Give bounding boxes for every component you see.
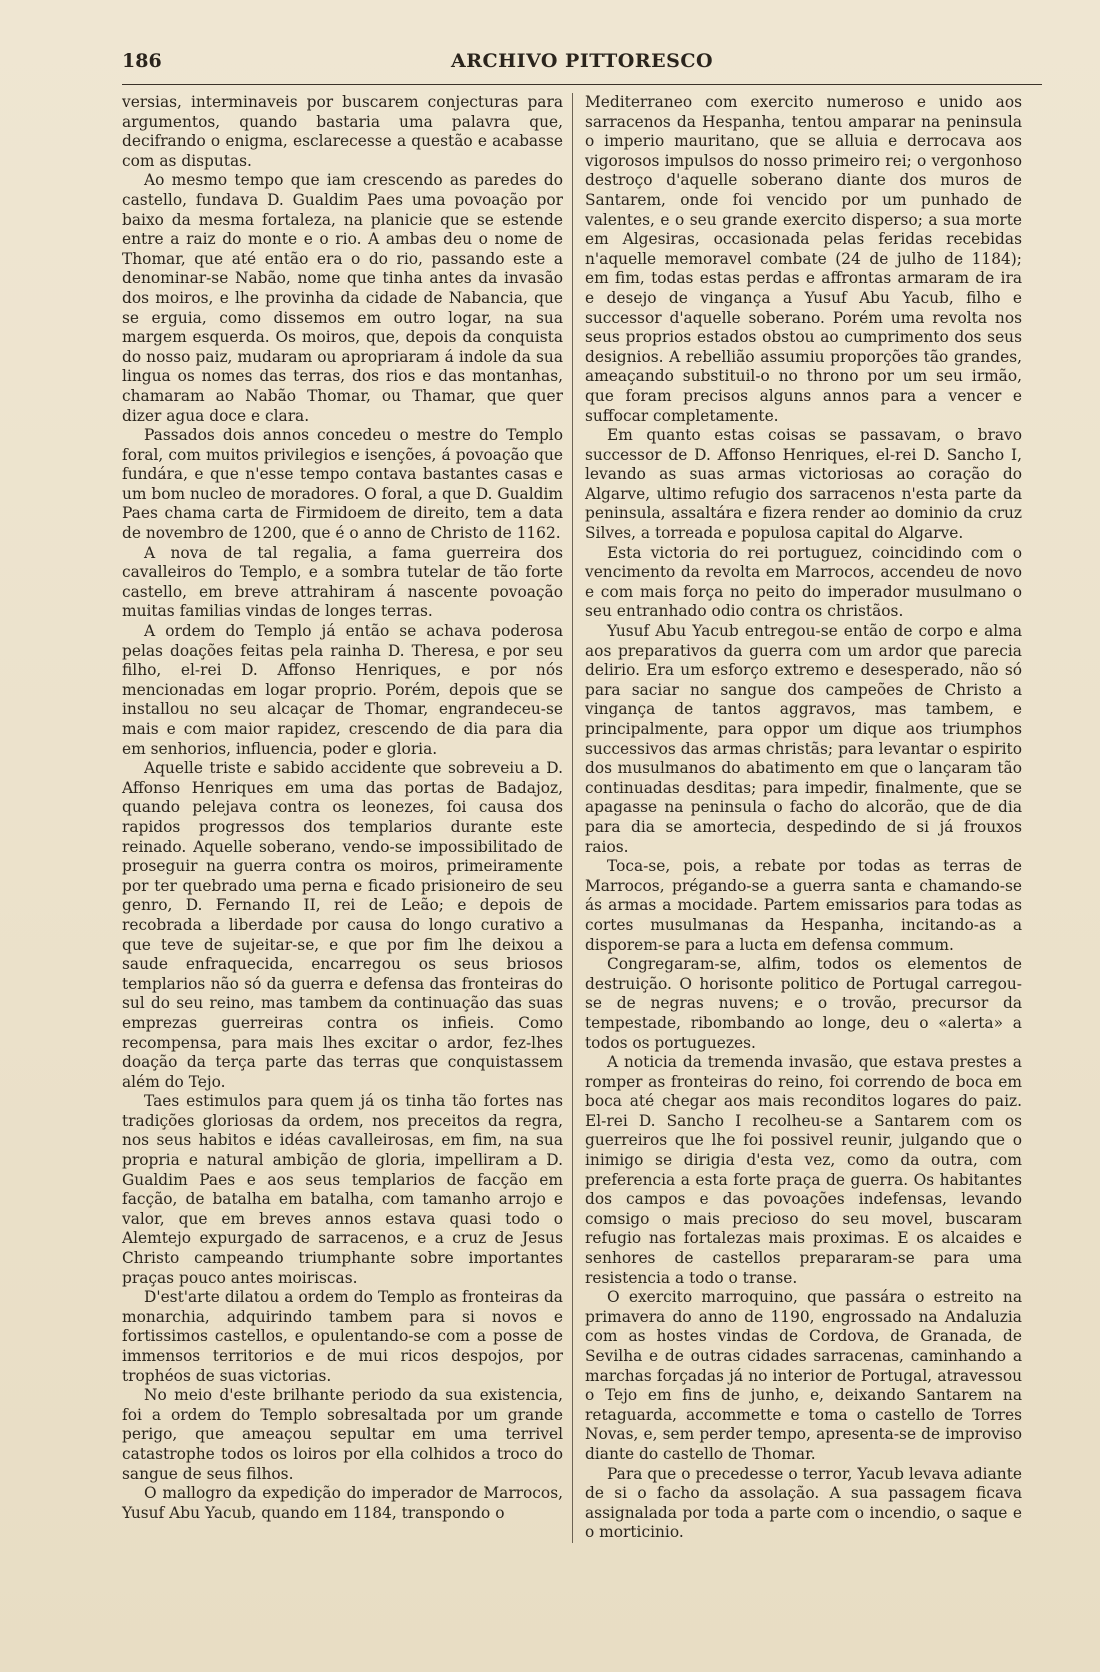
paragraph: versias, interminaveis por buscarem conjecturas para argumentos, quando bastaria uma palavra que, decifrando o enigma, esclarecesse a questão e acabasse com as disputas.	[122, 93, 563, 170]
paragraph: Para que o precedesse o terror, Yacub levava adiante de si o facho da assolação. A sua passagem ficava assignalada por toda a parte com o incendio, o saque e o morticinio.	[585, 1464, 1022, 1542]
paragraph: Em quanto estas coisas se passavam, o bravo successor de D. Affonso Henriques, el-rei D. Sancho I, levando as suas armas victoriosas ao coração do Algarve, ultimo refugio dos sarracenos n'esta parte da peninsula, assaltára e fizera render ao dominio da cruz Silves, a torreada e populosa capital do Algarve.	[585, 426, 1022, 543]
paragraph: No meio d'este brilhante periodo da sua existencia, foi a ordem do Templo sobresaltada por um grande perigo, que ameaçou sepultar em uma terrivel catastrophe todos os loiros por ella colhidos a troco do sangue de seus filhos.	[122, 1386, 563, 1483]
paragraph: Ao mesmo tempo que iam crescendo as paredes do castello, fundava D. Gualdim Paes uma povoação por baixo da mesma fortaleza, na planicie que se estende entre a raiz do monte e o rio. A ambas deu o nome de Thomar, que até então era o do rio, passando este a denominar-se Nabão, nome que tinha antes da invasão dos moiros, e lhe provinha da cidade de Nabancia, que se erguia, como dissemos em outro logar, na sua margem esquerda. Os moiros, que, depois da conquista do nosso paiz, mudaram ou apropriaram á indole da sua lingua os nomes das terras, dos rios e das montanhas, chamaram ao Nabão Thomar, ou Thamar, que quer dizer agua doce e clara.	[122, 171, 563, 425]
paragraph: O mallogro da expedição do imperador de Marrocos, Yusuf Abu Yacub, quando em 1184, transpondo o	[122, 1484, 563, 1522]
page-header	[122, 50, 1042, 85]
page-number: 186	[122, 50, 162, 72]
paragraph: O exercito marroquino, que passára o estreito na primavera do anno de 1190, engrossado na Andaluzia com as hostes vindas de Cordova, de Granada, de Sevilha e de outras cidades sarracenas, caminhando a marchas forçadas já no interior de Portugal, atravessou o Tejo em fins de junho, e, deixando Santarem na retaguarda, accommette e toma o castello de Torres Novas, e, sem perder tempo, apresenta-se de improviso diante do castello de Thomar.	[585, 1288, 1022, 1463]
paragraph: A ordem do Templo já então se achava poderosa pelas doações feitas pela rainha D. Theresa, e por seu filho, el-rei D. Affonso Henriques, e por nós mencionadas em logar proprio. Porém, depois que se installou no seu alcaçar de Thomar, engrandeceu-se mais e com maior rapidez, crescendo de dia para dia em senhorios, influencia, poder e gloria.	[122, 622, 563, 758]
paragraph: Passados dois annos concedeu o mestre do Templo foral, com muitos privilegios e isenções, á povoação que fundára, e que n'esse tempo contava bastantes casas e um bom nucleo de moradores. O foral, a que D. Gualdim Paes chama carta de Firmidoem de direito, tem a data de novembro de 1200, que é o anno de Christo de 1162.	[122, 426, 563, 543]
paragraph: Taes estimulos para quem já os tinha tão fortes nas tradições gloriosas da ordem, nos preceitos da regra, nos seus habitos e idéas cavalleirosas, em fim, na sua propria e natural ambição de gloria, impelliram a D. Gualdim Paes e aos seus templarios de facção em facção, de batalha em batalha, com tamanho arrojo e valor, que em breves annos estava quasi todo o Alemtejo expurgado de sarracenos, e a cruz de Jesus Christo campeando triumphante sobre importantes praças pouco antes moiriscas.	[122, 1092, 563, 1287]
paragraph: Congregaram-se, alfim, todos os elementos de destruição. O horisonte politico de Portugal carregou-se de negras nuvens; e o trovão, precursor da tempestade, ribombando ao longe, deu o «alerta» a todos os portuguezes.	[585, 955, 1022, 1052]
running-title: ARCHIVO PITTORESCO	[450, 50, 714, 72]
paragraph: A nova de tal regalia, a fama guerreira dos cavalleiros do Templo, e a sombra tutelar de tão forte castello, em breve attrahiram á nascente povoação muitas familias vindas de longes terras.	[122, 543, 563, 621]
paragraph: D'est'arte dilatou a ordem do Templo as fronteiras da monarchia, adquirindo tambem para si novos e fortissimos castellos, e opulentando-se com a posse de immensos territorios e de mui ricos despojos, por trophéos de suas victorias.	[122, 1288, 563, 1385]
paragraph: Yusuf Abu Yacub entregou-se então de corpo e alma aos preparativos da guerra com um ardor que parecia delirio. Era um esforço extremo e desesperado, não só para saciar no sangue dos campeões de Christo a vingança de tantos aggravos, mas tambem, e principalmente, para oppor um dique aos triumphos successivos das armas christãs; para levantar o espirito dos musulmanos do abatimento em que o lançaram tão continuadas desditas; para impedir, finalmente, que se apagasse na peninsula o facho do alcorão, que de dia para dia se amortecia, despedindo de si já frouxos raios.	[585, 622, 1022, 856]
paragraph: Esta victoria do rei portuguez, coincidindo com o vencimento da revolta em Marrocos, accendeu de novo e com mais força no peito do imperador musulmano o seu entranhado odio contra os christãos.	[585, 543, 1022, 621]
right-column	[572, 93, 1022, 1543]
paragraph: A noticia da tremenda invasão, que estava prestes a romper as fronteiras do reino, foi correndo de boca em boca até chegar aos mais reconditos logares do paiz. El-rei D. Sancho I recolheu-se a Santarem com os guerreiros que lhe foi possivel reunir, julgando que o inimigo se dirigia d'esta vez, como da outra, com preferencia a esta forte praça de guerra. Os habitantes dos campos e das povoações indefensas, levando comsigo o mais precioso do seu movel, buscaram refugio nas fortalezas mais proximas. E os alcaides e senhores de castellos prepararam-se para uma resistencia a todo o transe.	[585, 1053, 1022, 1287]
left-column	[122, 93, 572, 1543]
paragraph: Toca-se, pois, a rebate por todas as terras de Marrocos, prégando-se a guerra santa e chamando-se ás armas a mocidade. Partem emissarios para todas as cortes musulmanas da Hespanha, incitando-as a disporem-se para a lucta em defensa commum.	[585, 857, 1022, 954]
paragraph: Aquelle triste e sabido accidente que sobreveiu a D. Affonso Henriques em uma das portas de Badajoz, quando pelejava contra os leonezes, foi causa dos rapidos progressos dos templarios durante este reinado. Aquelle soberano, vendo-se impossibilitado de proseguir na guerra contra os moiros, primeiramente por ter quebrado uma perna e ficado prisioneiro de seu genro, D. Fernando II, rei de Leão; e depois de recobrada a liberdade por causa do longo curativo a que teve de sujeitar-se, e que por fim lhe deixou a saude enfraquecida, encarregou os seus briosos templarios não só da guerra e defensa das fronteiras do sul do seu reino, mas tambem da continuação das suas emprezas guerreiras contra os infieis. Como recompensa, para mais lhes excitar o ardor, fez-lhes doação da terça parte das terras que conquistassem além do Tejo.	[122, 759, 563, 1091]
paragraph: Mediterraneo com exercito numeroso e unido aos sarracenos da Hespanha, tentou amparar na peninsula o imperio mauritano, que se alluia e derrocava aos vigorosos impulsos do nosso primeiro rei; o vergonhoso destroço d'aquelle soberano diante dos muros de Santarem, onde foi vencido por um punhado de valentes, e o seu grande exercito disperso; a sua morte em Algesiras, occasionada pelas feridas recebidas n'aquelle memoravel combate (24 de julho de 1184); em fim, todas estas perdas e affrontas armaram de ira e desejo de vingança a Yusuf Abu Yacub, filho e successor d'aquelle soberano. Porém uma revolta nos seus proprios estados obstou ao cumprimento dos seus designios. A rebellião assumiu proporções tão grandes, ameaçando substituil-o no throno por um seu irmão, que foram precisos alguns annos para a vencer e suffocar completamente.	[585, 93, 1022, 425]
text-columns	[122, 93, 1042, 1543]
